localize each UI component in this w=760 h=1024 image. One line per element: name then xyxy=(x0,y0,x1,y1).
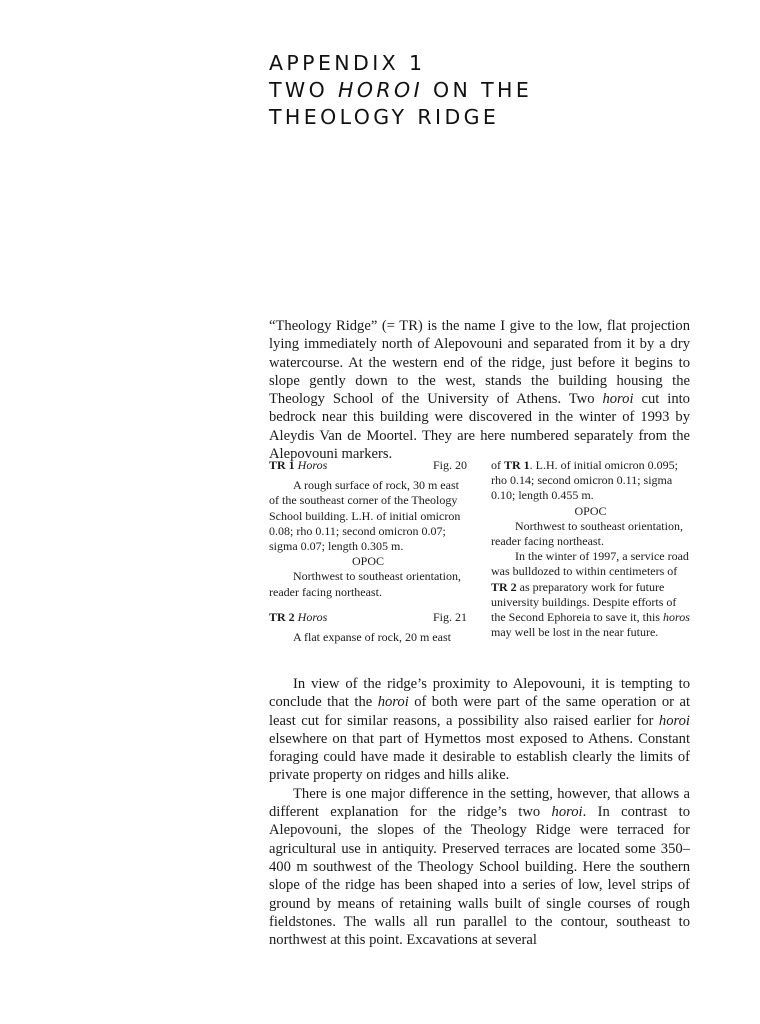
entry-tr2-inscription: OPOC xyxy=(574,503,607,518)
tr2-desc-ref: TR 1 xyxy=(504,458,530,472)
heading-line-2-post: ON THE xyxy=(423,78,533,102)
p1-b: of both were part of the same operation or at least cut for similar reasons, a possibility also raised earlier for xyxy=(269,694,690,729)
tr2-note-post: may well be lost in the near future. xyxy=(491,625,659,640)
tr2-desc-pre: of xyxy=(491,458,504,472)
heading-line-1: APPENDIX 1 xyxy=(269,51,426,75)
p2-i1: horoi xyxy=(551,804,583,821)
tr2-note-italic: horos xyxy=(662,610,690,625)
entry-tr2-orientation: Northwest to southeast orientation, reader facing northeast. xyxy=(491,518,683,549)
tr2-desc-post: . L.H. of initial omicron 0.095; rho 0.14; second omicron 0.11; sigma 0.10; length 0.455 m. xyxy=(491,458,678,503)
intro-italic: horoi xyxy=(602,391,634,408)
entry-tr2-header xyxy=(269,610,467,625)
p1-i2: horoi xyxy=(658,712,690,729)
intro-paragraph xyxy=(269,317,690,463)
catalogue-right-column xyxy=(491,458,690,640)
entry-tr2-note xyxy=(491,549,690,640)
heading-line-2-italic: HOROI xyxy=(338,78,424,102)
tr2-note-ref: TR 2 xyxy=(491,579,517,594)
entry-tr2-number: TR 2 xyxy=(269,609,295,624)
catalogue-left-column xyxy=(269,458,467,645)
appendix-heading xyxy=(269,50,709,131)
p2-b: . In contrast to Alepovouni, the slopes of the Theology Ridge were terraced for agricultural use in antiquity. Preserved terraces are located some 350–400 m southwest of the Theology School building. Here the southern slope of the ridge has been shaped into a series of low, level strips of ground by means of retaining walls built of single courses of rough fieldstones. The walls all run parallel to the contour, southeast to northwest at this point. Excavations at several xyxy=(269,804,690,949)
body-paragraph-2 xyxy=(269,785,690,950)
tr2-note-pre: In the winter of 1997, a service road was bulldozed to within centimeters of xyxy=(491,549,689,579)
entry-tr1-header xyxy=(269,458,467,473)
intro-text-2: cut into bedrock near this building were discovered in the winter of 1993 by Aleydis Van de Moortel. They are here numbered separately from the Alepovouni markers. xyxy=(269,391,690,463)
entry-tr1-label: Horos xyxy=(297,458,328,472)
p1-c: elsewhere on that part of Hymettos most exposed to Athens. Constant foraging could have made it desirable to establish clearly the limits of private property on ridges and hills alike. xyxy=(269,730,690,784)
entry-tr1-figure-ref: Fig. 20 xyxy=(432,458,467,472)
heading-line-2-pre: TWO xyxy=(269,78,339,102)
heading-line-3: THEOLOGY RIDGE xyxy=(269,105,500,129)
p1-i1: horoi xyxy=(377,694,409,711)
entry-tr2-description-cont xyxy=(491,458,690,504)
catalogue-columns xyxy=(269,458,690,670)
p1-a: In view of the ridge’s proximity to Alepovouni, it is tempting to conclude that the xyxy=(269,676,690,711)
body-text xyxy=(269,675,690,949)
entry-tr2-figure-ref: Fig. 21 xyxy=(432,609,467,624)
entry-tr1-number: TR 1 xyxy=(269,458,295,472)
entry-tr1-orientation: Northwest to southeast orientation, reader facing northeast. xyxy=(269,569,461,599)
entry-tr1-description: A rough surface of rock, 30 m east of the southeast corner of the Theology School building. L.H. of initial omicron 0.08; rho 0.11; second omicron 0.07; sigma 0.07; length 0.305 m. xyxy=(269,478,461,554)
entry-tr2-description-start: A flat expanse of rock, 20 m east xyxy=(293,630,451,645)
tr2-note-mid: as preparatory work for future university buildings. Despite efforts of the Second Ephoreia to save it, this xyxy=(491,579,677,625)
entry-tr1-inscription: OPOC xyxy=(351,554,384,569)
intro-text-1: “Theology Ridge” (= TR) is the name I give to the low, flat projection lying immediately north of Alepovouni and separated from it by a dry watercourse. At the western end of the ridge, just before it begins to slope gently down to the west, stands the building housing the Theology School of the University of Athens. Two xyxy=(269,318,690,408)
p2-a: There is one major difference in the setting, however, that allows a different explanation for the ridge’s two xyxy=(269,785,690,821)
body-paragraph-1 xyxy=(269,675,690,785)
entry-tr2-label: Horos xyxy=(297,609,328,624)
heading-line-2 xyxy=(269,77,709,104)
